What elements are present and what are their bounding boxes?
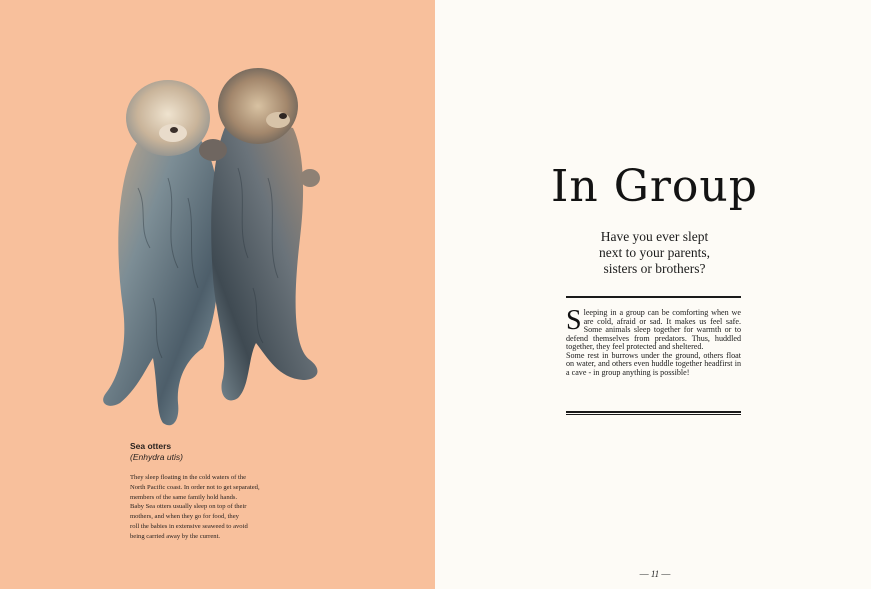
body-text	[566, 305, 741, 377]
chapter-subtitle	[562, 229, 747, 277]
chapter-title: In Group	[551, 161, 758, 212]
caption-line: being carried away by the current.	[130, 532, 221, 540]
paragraph-1-text: leeping in a group can be comforting when we are cold, afraid or sad. It makes us feel safe. Some animals sleep together for warmth or to defend themselves from predators. Thus, huddled together, they feel protected and sheltered.	[566, 308, 741, 351]
caption	[130, 441, 320, 542]
caption-title: Sea otters	[130, 441, 172, 451]
subtitle-line: Have you ever slept	[600, 229, 709, 244]
bottom-rule-thin	[566, 414, 741, 415]
paragraph-2: Some rest in burrows under the ground, others float on water, and others even huddle together headfirst in a cave - in group anything is possible!	[566, 350, 741, 377]
subtitle-line: next to your parents,	[599, 245, 710, 260]
left-page	[0, 0, 435, 589]
drop-cap: S	[566, 305, 582, 336]
caption-line: mothers, and when they go for food, they	[130, 513, 239, 521]
caption-line: roll the babies in extensive seaweed to avoid	[130, 522, 248, 530]
right-page	[435, 0, 871, 589]
sea-otters-illustration	[78, 58, 358, 433]
caption-line: Baby Sea otters usually sleep on top of their	[130, 503, 247, 511]
folio-dash-right: —	[661, 569, 671, 579]
caption-body	[130, 473, 320, 542]
caption-latin-name: (Enhydra utis)	[130, 452, 183, 462]
page-number	[620, 568, 690, 580]
caption-line: They sleep floating in the cold waters of the	[130, 474, 247, 481]
top-rule	[566, 296, 741, 298]
folio-dash-left: —	[639, 569, 649, 579]
caption-line: North Pacific coast. In order not to get separated,	[130, 483, 260, 491]
paragraph-1	[566, 305, 741, 352]
bottom-rule	[566, 411, 741, 413]
page-number-value: 11	[650, 569, 660, 579]
caption-line: members of the same family hold hands.	[130, 493, 238, 501]
subtitle-line: sisters or brothers?	[603, 261, 706, 276]
